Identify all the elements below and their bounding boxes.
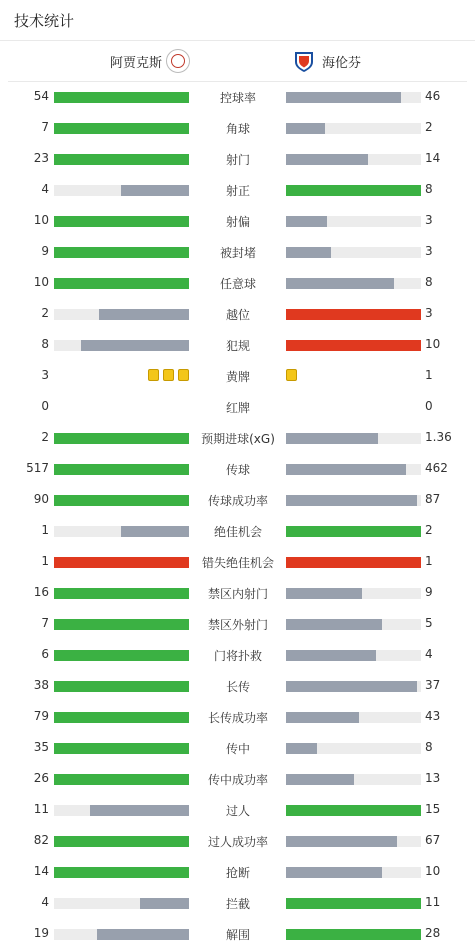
away-bar-track [286, 154, 421, 165]
stat-row [0, 112, 475, 143]
away-value: 15 [425, 802, 441, 816]
away-value: 2 [425, 120, 433, 134]
stat-label: 传球 [225, 463, 250, 477]
home-bar [54, 743, 189, 754]
stat-label: 预期进球(xG) [201, 432, 275, 446]
home-team[interactable] [110, 48, 190, 74]
stat-row [0, 856, 475, 887]
home-value: 79 [33, 709, 49, 723]
stat-label: 越位 [225, 308, 250, 322]
stat-label: 错失绝佳机会 [201, 556, 274, 570]
stat-label: 红牌 [225, 401, 250, 415]
stat-label: 犯规 [225, 339, 250, 353]
home-bar-track [54, 526, 189, 537]
away-value: 37 [425, 678, 441, 692]
away-bar-track [286, 619, 421, 630]
home-bar [54, 619, 189, 630]
stat-row [0, 825, 475, 856]
away-bar [286, 92, 401, 103]
away-value: 87 [425, 492, 441, 506]
away-value: 13 [425, 771, 441, 785]
home-bar [54, 216, 189, 227]
stat-row [0, 236, 475, 267]
away-bar [286, 278, 394, 289]
stat-label: 拦截 [225, 897, 250, 911]
home-value: 82 [33, 833, 49, 847]
away-value: 1 [425, 554, 433, 568]
home-value: 8 [41, 337, 49, 351]
away-value: 5 [425, 616, 433, 630]
away-bar-track [286, 867, 421, 878]
home-bar [54, 92, 189, 103]
away-team[interactable] [292, 48, 361, 74]
home-bar-track [54, 464, 189, 475]
away-value: 1.36 [425, 430, 452, 444]
away-bar-track [286, 681, 421, 692]
away-bar [286, 681, 417, 692]
away-value: 11 [425, 895, 441, 909]
away-bar-track [286, 92, 421, 103]
home-bar-track [54, 216, 189, 227]
home-bar [54, 712, 189, 723]
home-value: 4 [41, 182, 49, 196]
stat-label: 长传 [225, 680, 250, 694]
away-bar [286, 588, 362, 599]
yellow-card-icon [163, 369, 174, 381]
away-bar-track [286, 464, 421, 475]
away-bar [286, 216, 327, 227]
away-value: 8 [425, 275, 433, 289]
home-value: 54 [33, 89, 49, 103]
away-value: 67 [425, 833, 441, 847]
stat-row [0, 670, 475, 701]
stat-label: 长传成功率 [207, 711, 268, 725]
page-title: 技术统计 [14, 12, 75, 30]
home-bar-track [54, 340, 189, 351]
home-bar-track [54, 650, 189, 661]
home-value: 35 [33, 740, 49, 754]
away-value: 1 [425, 368, 433, 382]
home-bar [54, 433, 189, 444]
away-bar [286, 712, 359, 723]
away-bar [286, 247, 331, 258]
home-value: 6 [41, 647, 49, 661]
home-value: 11 [33, 802, 49, 816]
away-value: 14 [425, 151, 441, 165]
home-bar [54, 557, 189, 568]
home-bar [99, 309, 189, 320]
home-value: 90 [33, 492, 49, 506]
stat-label: 被封堵 [219, 246, 256, 260]
stat-row [0, 794, 475, 825]
away-bar [286, 836, 397, 847]
stat-label: 过人 [225, 804, 250, 818]
stat-row [0, 422, 475, 453]
stat-label: 射偏 [225, 215, 250, 229]
home-value: 1 [41, 554, 49, 568]
home-bar [54, 123, 189, 134]
away-bar [286, 464, 406, 475]
home-value: 3 [41, 368, 49, 382]
away-bar [286, 185, 421, 196]
stat-label: 黄牌 [225, 370, 250, 384]
home-bar-track [54, 619, 189, 630]
home-bar-track [54, 867, 189, 878]
stat-row [0, 918, 475, 949]
home-bar-track [54, 805, 189, 816]
away-bar [286, 340, 421, 351]
home-value: 14 [33, 864, 49, 878]
home-bar-track [54, 309, 189, 320]
away-bar-track [286, 650, 421, 661]
stat-row [0, 360, 475, 391]
stat-label: 门将扑救 [213, 649, 262, 663]
stat-row [0, 732, 475, 763]
home-bar-track [54, 774, 189, 785]
away-bar-track [286, 774, 421, 785]
home-bar [54, 681, 189, 692]
home-bar [54, 464, 189, 475]
home-bar-track [54, 433, 189, 444]
away-bar-track [286, 526, 421, 537]
away-value: 46 [425, 89, 441, 103]
stat-row [0, 205, 475, 236]
home-bar-track [54, 836, 189, 847]
away-bar-track [286, 247, 421, 258]
stat-row [0, 174, 475, 205]
stat-row [0, 329, 475, 360]
away-bar-track [286, 805, 421, 816]
yellow-card-icon [178, 369, 189, 381]
home-value: 9 [41, 244, 49, 258]
stat-label: 禁区外射门 [207, 618, 268, 632]
away-bar [286, 495, 417, 506]
stat-row [0, 763, 475, 794]
away-bar-track [286, 278, 421, 289]
home-bar [140, 898, 189, 909]
away-bar-track [286, 123, 421, 134]
home-value: 4 [41, 895, 49, 909]
home-value: 2 [41, 306, 49, 320]
home-value: 517 [26, 461, 49, 475]
home-bar [54, 588, 189, 599]
header-divider [0, 40, 475, 41]
away-value: 2 [425, 523, 433, 537]
away-bar-track [286, 185, 421, 196]
stat-row [0, 453, 475, 484]
stat-label: 过人成功率 [207, 835, 268, 849]
home-value: 2 [41, 430, 49, 444]
stat-row [0, 484, 475, 515]
stat-row [0, 887, 475, 918]
home-value: 19 [33, 926, 49, 940]
home-bar [121, 185, 189, 196]
away-value: 0 [425, 399, 433, 413]
away-team-name: 海伦芬 [322, 55, 362, 71]
away-bar-track [286, 216, 421, 227]
stat-label: 解围 [225, 928, 250, 942]
heerenveen-logo-icon [292, 49, 316, 73]
home-value: 10 [33, 275, 49, 289]
home-bar [54, 247, 189, 258]
away-bar [286, 650, 376, 661]
stat-row [0, 81, 475, 112]
away-bar [286, 123, 325, 134]
away-value: 10 [425, 337, 441, 351]
stat-row [0, 391, 475, 422]
home-bar-track [54, 712, 189, 723]
away-bar [286, 526, 421, 537]
stats-list [0, 81, 475, 949]
home-bar [90, 805, 189, 816]
home-bar-track [54, 185, 189, 196]
home-bar-track [54, 123, 189, 134]
home-bar-track [54, 898, 189, 909]
stat-row [0, 515, 475, 546]
yellow-card-icon [286, 369, 297, 381]
home-bar-track [54, 681, 189, 692]
stat-label: 控球率 [219, 91, 256, 105]
home-bar [54, 774, 189, 785]
home-bar-track [54, 929, 189, 940]
away-bar [286, 154, 368, 165]
home-value: 16 [33, 585, 49, 599]
stat-label: 抢断 [225, 866, 250, 880]
home-value: 1 [41, 523, 49, 537]
home-bar [54, 650, 189, 661]
stat-row [0, 267, 475, 298]
home-bar-track [54, 247, 189, 258]
home-bar [81, 340, 189, 351]
home-bar [97, 929, 189, 940]
stat-label: 任意球 [219, 277, 256, 291]
away-bar-track [286, 836, 421, 847]
home-value: 7 [41, 616, 49, 630]
ajax-logo-icon [166, 49, 190, 73]
stat-label: 角球 [225, 122, 250, 136]
away-bar [286, 433, 378, 444]
stat-label: 传中成功率 [207, 773, 268, 787]
away-bar-track [286, 433, 421, 444]
home-value: 23 [33, 151, 49, 165]
away-bar [286, 619, 382, 630]
home-bar-track [54, 588, 189, 599]
home-bar-track [54, 743, 189, 754]
stat-label: 射正 [225, 184, 250, 198]
stat-row [0, 577, 475, 608]
away-bar-track [286, 340, 421, 351]
away-value: 3 [425, 213, 433, 227]
stat-label: 传球成功率 [207, 494, 268, 508]
away-bar [286, 309, 421, 320]
stat-row [0, 546, 475, 577]
stat-row [0, 298, 475, 329]
away-value: 9 [425, 585, 433, 599]
away-value: 3 [425, 306, 433, 320]
home-bar [54, 836, 189, 847]
away-value: 43 [425, 709, 441, 723]
away-bar-track [286, 495, 421, 506]
home-value: 7 [41, 120, 49, 134]
home-bar-track [54, 92, 189, 103]
stat-label: 传中 [225, 742, 250, 756]
away-bar [286, 929, 421, 940]
home-bar-track [54, 495, 189, 506]
away-value: 8 [425, 182, 433, 196]
away-bar [286, 774, 354, 785]
away-bar-track [286, 898, 421, 909]
away-value: 3 [425, 244, 433, 258]
yellow-card-icon [148, 369, 159, 381]
away-bar-track [286, 929, 421, 940]
away-bar-track [286, 588, 421, 599]
stat-row [0, 143, 475, 174]
home-bar [54, 278, 189, 289]
home-value: 26 [33, 771, 49, 785]
home-bar-track [54, 154, 189, 165]
away-bar-track [286, 557, 421, 568]
stat-row [0, 701, 475, 732]
away-bar-track [286, 309, 421, 320]
home-bar [54, 154, 189, 165]
away-bar [286, 867, 382, 878]
away-bar-track [286, 743, 421, 754]
home-bar [54, 495, 189, 506]
home-bar [121, 526, 189, 537]
stat-row [0, 608, 475, 639]
away-value: 28 [425, 926, 441, 940]
away-bar [286, 805, 421, 816]
home-team-name: 阿贾克斯 [109, 55, 162, 71]
home-bar-track [54, 557, 189, 568]
away-bar [286, 557, 421, 568]
away-value: 8 [425, 740, 433, 754]
home-bar [54, 867, 189, 878]
home-value: 38 [33, 678, 49, 692]
away-bar [286, 898, 421, 909]
home-bar-track [54, 278, 189, 289]
stat-label: 射门 [225, 153, 250, 167]
home-value: 0 [41, 399, 49, 413]
home-value: 10 [33, 213, 49, 227]
away-value: 462 [425, 461, 448, 475]
stat-row [0, 639, 475, 670]
away-value: 4 [425, 647, 433, 661]
away-value: 10 [425, 864, 441, 878]
away-cards [286, 369, 297, 382]
away-bar-track [286, 712, 421, 723]
stat-label: 绝佳机会 [213, 525, 262, 539]
away-bar [286, 743, 317, 754]
home-cards [148, 369, 189, 382]
stat-label: 禁区内射门 [207, 587, 268, 601]
